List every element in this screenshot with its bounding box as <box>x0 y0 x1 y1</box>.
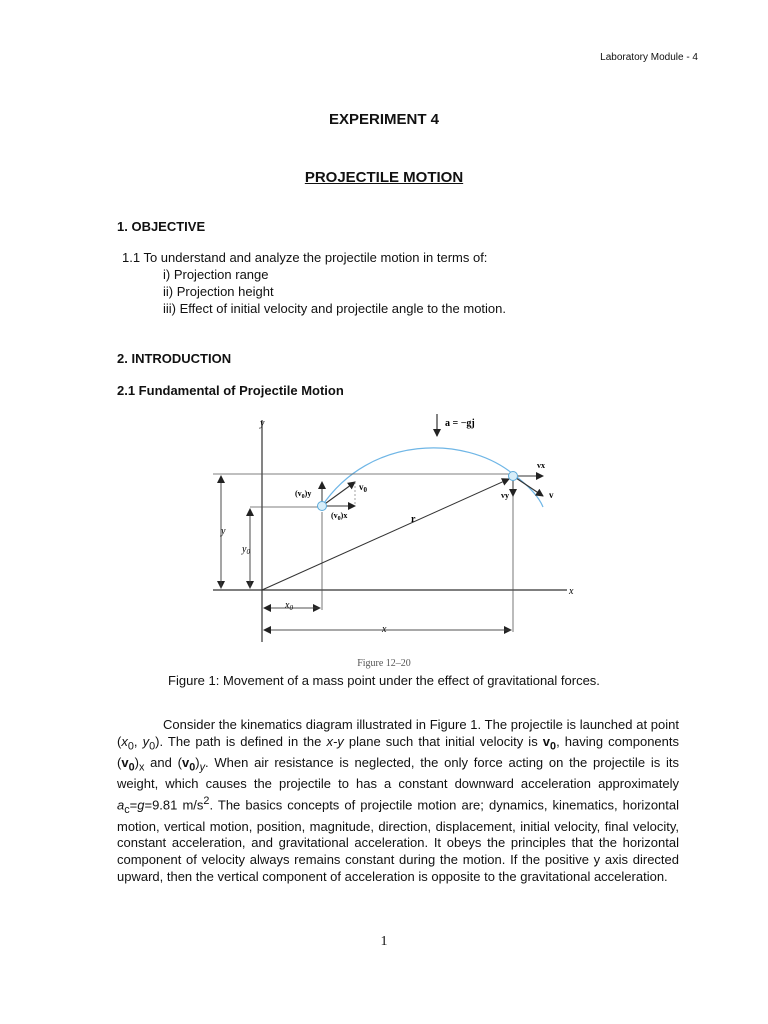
page-number: 1 <box>380 934 388 949</box>
subject-title: PROJECTILE MOTION <box>304 169 464 186</box>
fundamental-subheading: 2.1 Fundamental of Projectile Motion <box>117 383 344 398</box>
label-r: r <box>411 514 416 525</box>
label-x0: $x_0$ <box>285 600 293 612</box>
label-x: x <box>382 624 387 635</box>
objective-heading: 1. OBJECTIVE <box>117 219 206 234</box>
label-vx: vx <box>537 461 545 470</box>
label-v0: $v_0$ <box>359 482 367 494</box>
objective-intro: 1.1 To understand and analyze the projectile motion in terms of: <box>122 250 488 265</box>
intro-paragraph: Consider the kinematics diagram illustrated in Figure 1. The projectile is launched at point ($x_0$, $y_0$). The path is defined in the x-y plane such that initial velocity is $v_0$, having components $(v_0)_x$ and $(v_0)_y$. When air resistance is neglected, the only force acting on the projectile is its weight, which causes the projectile to has a constant downward acceleration approximately $a_c=g=9.81$ $m/s^2$. The basics concepts of projectile motion are; dynamics, kinematics, horizontal motion, vertical motion, position, magnitude, direction, displacement, initial velocity, final velocity, constant acceleration, and gravitational acceleration. It obeys the principles that the horizontal component of velocity always remains constant during the motion. If the positive y axis directed upward, then the vertical component of acceleration is opposite to the gravitational acceleration. <box>117 717 680 884</box>
figure-number: Figure 12–20 <box>357 658 411 669</box>
introduction-heading: 2. INTRODUCTION <box>117 351 232 366</box>
figure-caption: Figure 1: Movement of a mass point under the effect of gravitational forces. <box>168 673 600 688</box>
label-v: v <box>549 490 554 500</box>
label-v0x: $(v_0)x$ <box>331 511 348 522</box>
label-accel: a = −gj <box>445 418 475 429</box>
experiment-title: EXPERIMENT 4 <box>328 111 440 128</box>
label-v0y: $(v_0)y$ <box>295 489 312 500</box>
trajectory-point <box>509 472 518 481</box>
label-x-axis: x <box>569 586 574 597</box>
label-y: y <box>221 526 226 537</box>
running-header: Laboratory Module - 4 <box>600 52 698 63</box>
launch-point <box>318 502 327 511</box>
label-vy: vy <box>501 491 509 500</box>
label-y0: $y_0$ <box>242 544 250 556</box>
objective-item: iii) Effect of initial velocity and projectile angle to the motion. <box>163 301 506 316</box>
projectile-diagram <box>205 410 585 655</box>
objective-item: i) Projection range <box>163 267 269 282</box>
label-y-axis: y <box>260 418 265 429</box>
objective-item: ii) Projection height <box>163 284 274 299</box>
velocity-arrow <box>513 476 543 496</box>
